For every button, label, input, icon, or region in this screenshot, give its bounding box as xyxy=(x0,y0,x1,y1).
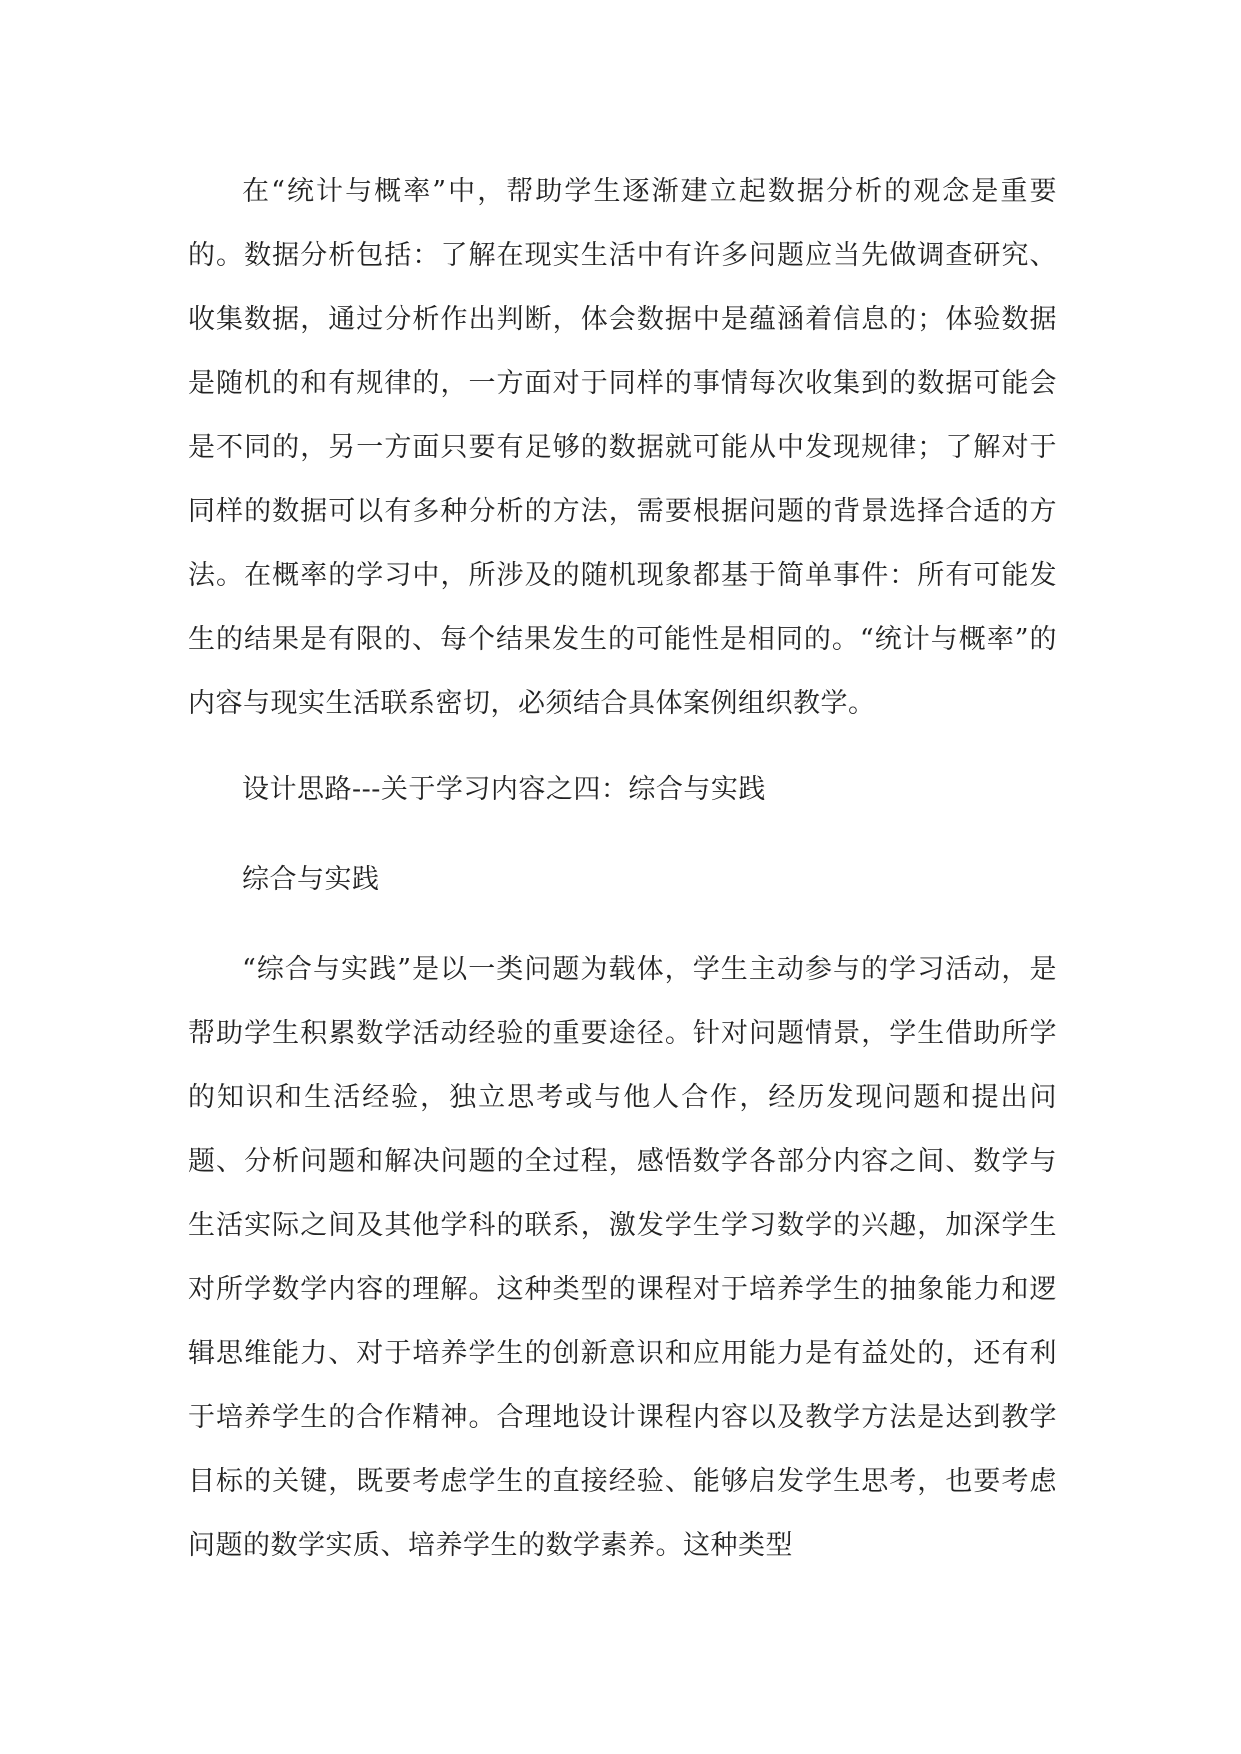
section-heading-design-idea: 设计思路---关于学习内容之四：综合与实践 xyxy=(242,774,766,805)
paragraph-integration-practice: “综合与实践”是以一类问题为载体，学生主动参与的学习活动，是帮助学生积累数学活动经验的重要途径。针对问题情景，学生借助所学的知识和生活经验，独立思考或与他人合作，经历发现问题和提出问题、分析问题和解决问题的全过程，感悟数学各部分内容之间、数学与生活实际之间及其他学科的联系，激发学生学习数学的兴趣，加深学生对所学数学内容的理解。这种类型的课程对于培养学生的抽象能力和逻辑思维能力、对于培养学生的创新意识和应用能力是有益处的，还有利于培养学生的合作精神。合理地设计课程内容以及教学方法是达到教学目标的关键，既要考虑学生的直接经验、能够启发学生思考，也要考虑问题的数学实质、培养学生的数学素养。这种类型 xyxy=(188,954,1057,1561)
section-subheading-integration-practice: 综合与实践 xyxy=(242,864,380,895)
paragraph-statistics-probability: 在“统计与概率”中，帮助学生逐渐建立起数据分析的观念是重要的。数据分析包括：了解在现实生活中有许多问题应当先做调查研究、收集数据，通过分析作出判断，体会数据中是蕴涵着信息的；体验数据是随机的和有规律的，一方面对于同样的事情每次收集到的数据可能会是不同的，另一方面只要有足够的数据就可能从中发现规律；了解对于同样的数据可以有多种分析的方法，需要根据问题的背景选择合适的方法。在概率的学习中，所涉及的随机现象都基于简单事件：所有可能发生的结果是有限的、每个结果发生的可能性是相同的。“统计与概率”的内容与现实生活联系密切，必须结合具体案例组织教学。 xyxy=(188,176,1057,719)
